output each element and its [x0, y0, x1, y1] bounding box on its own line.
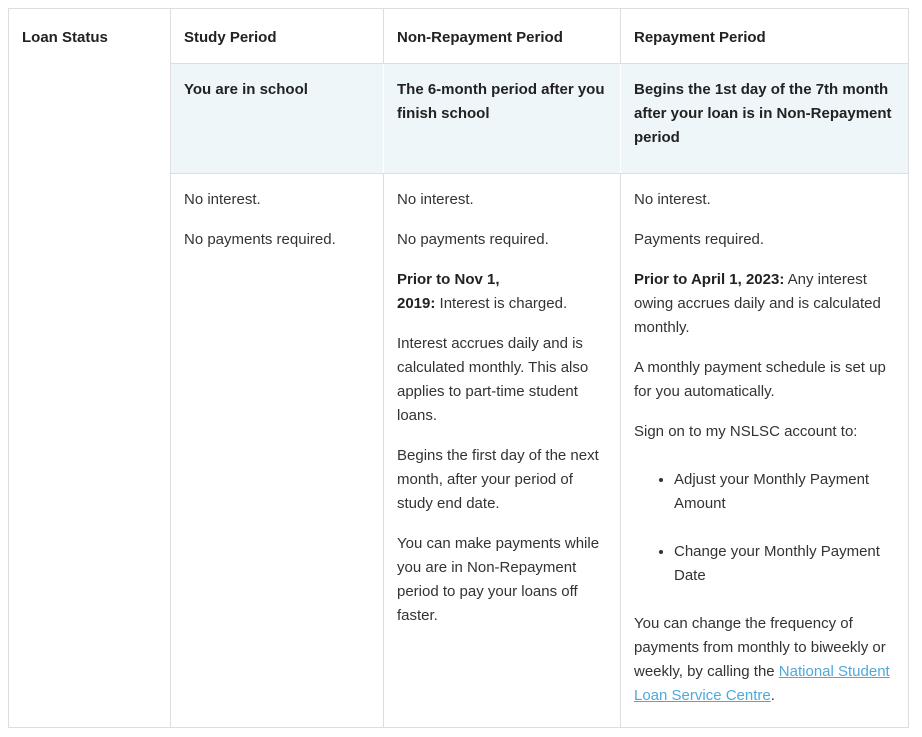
- repay-no-interest-text: No interest.: [634, 191, 711, 208]
- header-row: [9, 9, 909, 64]
- header-cell-repayment-period: Repayment Period: [621, 9, 909, 64]
- repay-frequency-before-link: You can change the frequency of payments from monthly to biweekly or weekly, by calling the: [634, 615, 886, 680]
- repay-prior-april-text: [634, 268, 895, 340]
- loan-status-table: [8, 8, 909, 728]
- repay-payments-required-text: Payments required.: [634, 231, 765, 248]
- nonrepay-begins-text: Begins the first day of the next month, after your period of study end date.: [397, 447, 599, 512]
- repay-prior-april-bold: Prior to April 1, 2023:: [634, 271, 785, 288]
- nonrepay-prior-nov-rest: Interest is charged.: [435, 295, 568, 312]
- repay-sign-on-text: Sign on to my NSLSC account to:: [634, 423, 858, 440]
- list-item-change-payment-date: • Change your Monthly Payment Date: [674, 540, 895, 588]
- nonrepay-prior-nov-bold-line2: 2019:: [397, 295, 436, 312]
- nonrepay-interest-accrues-text: Interest accrues daily and is calculated monthly. This also applies to part-time student loans.: [397, 335, 589, 424]
- body-cell-non-repayment-period: [384, 174, 621, 728]
- header-cell-study-period: Study Period: [171, 9, 384, 64]
- repay-frequency-text: [634, 612, 895, 708]
- repay-options-list: [634, 468, 895, 588]
- body-cell-repayment-period: [621, 174, 909, 728]
- body-cell-study-period: [171, 174, 384, 728]
- nonrepay-prior-nov-text: [397, 268, 607, 316]
- subheader-cell-non-repayment-period: The 6-month period after you finish school: [384, 64, 621, 174]
- nonrepay-no-interest-text: No interest.: [397, 191, 474, 208]
- header-cell-non-repayment-period: Non-Repayment Period: [384, 9, 621, 64]
- subheader-cell-study-period: You are in school: [171, 64, 384, 174]
- subheader-cell-repayment-period: Begins the 1st day of the 7th month after your loan is in Non-Repayment period: [621, 64, 909, 174]
- study-no-payments-text: No payments required.: [184, 231, 336, 248]
- repay-frequency-after-link: .: [770, 687, 775, 704]
- nonrepay-no-payments-text: No payments required.: [397, 231, 549, 248]
- nonrepay-make-payments-text: You can make payments while you are in Non-Repayment period to pay your loans off faster.: [397, 535, 600, 624]
- repay-schedule-text: A monthly payment schedule is set up for you automatically.: [634, 359, 886, 400]
- study-no-interest-text: No interest.: [184, 191, 261, 208]
- repay-prior-april-rest: Any interest owing accrues daily and is calculated monthly.: [634, 271, 881, 336]
- list-item-adjust-payment-amount: • Adjust your Monthly Payment Amount: [674, 468, 895, 516]
- header-cell-loan-status: Loan Status: [9, 9, 171, 728]
- nslsc-link[interactable]: National Student Loan Service Centre: [634, 663, 890, 704]
- nonrepay-prior-nov-bold-line1: Prior to Nov 1,: [397, 271, 500, 288]
